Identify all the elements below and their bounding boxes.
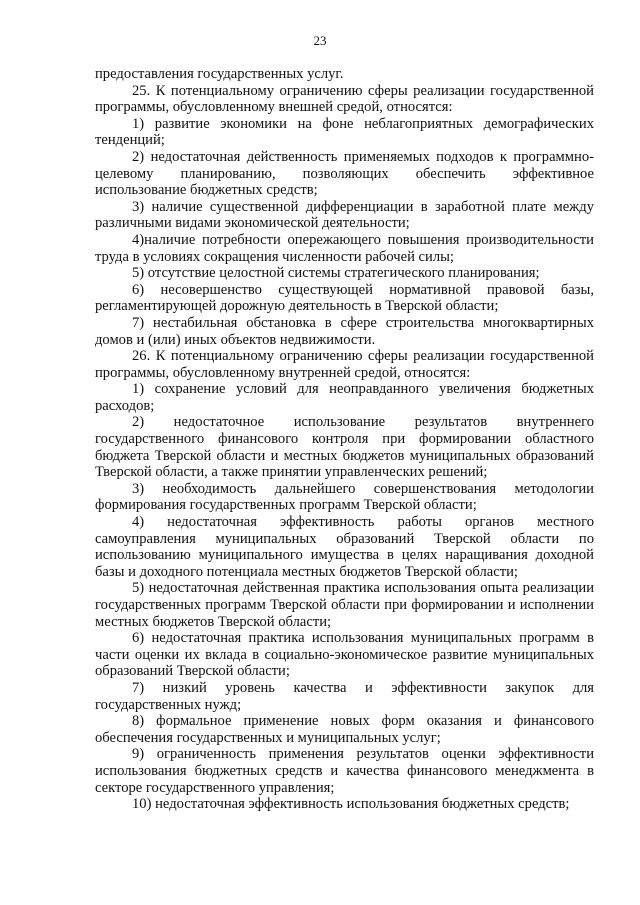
list-item: 4) недостаточная эффективность работы органов местного самоуправления муниципальных образований Тверской области по использованию муниципального имущества в целях наращивания доходной базы и доходного потенциала местных бюджетов Тверской области; (95, 514, 594, 580)
list-item: 3) необходимость дальнейшего совершенствования методологии формирования государственных программ Тверской области; (95, 480, 594, 514)
list-item: 10) недостаточная эффективность использования бюджетных средств; (132, 796, 570, 813)
list-item: 2) недостаточная действенность применяемых подходов к программно-целевому планированию, позволяющих обеспечить эффективное использование бюджетных средств; (95, 148, 594, 199)
page-number: 23 (313, 33, 327, 48)
list-item: 1) сохранение условий для неоправданного увеличения бюджетных расходов; (95, 381, 594, 414)
document-body (95, 66, 594, 813)
list-item: 7) нестабильная обстановка в сфере строительства многоквартирных домов и (или) иных объектов недвижимости. (95, 314, 594, 348)
list-item: 2) недостаточное использование результатов внутреннего государственного финансового контроля при формировании областного бюджета Тверской области и местных бюджетов муниципальных образований Тверской области, а также принятии управленческих решений; (95, 414, 594, 481)
list-item: 1) развитие экономики на фоне неблагоприятных демографических тенденций; (95, 115, 594, 149)
paragraph-item-26: 26. К потенциальному ограничению сферы реализации государственной программы, обусловленному внутренней средой, относятся: (95, 348, 594, 381)
paragraph-item-25: 25. К потенциальному ограничению сферы реализации государственной программы, обусловленному внешней средой, относятся: (95, 82, 594, 116)
list-item: 6) недостаточная практика использования муниципальных программ в части оценки их вклада в социально-экономическое развитие муниципальных образований Тверской области; (95, 630, 594, 680)
list-item: 4)наличие потребности опережающего повышения производительности труда в условиях сокращения численности рабочей силы; (95, 231, 594, 265)
list-item: 5) отсутствие целостной системы стратегического планирования; (132, 265, 540, 282)
list-item: 6) несовершенство существующей нормативной правовой базы, регламентирующей дорожную деятельность в Тверской области; (95, 281, 594, 315)
list-item: 7) низкий уровень качества и эффективности закупок для государственных нужд; (95, 679, 594, 713)
list-item: 3) наличие существенной дифференциации в заработной плате между различными видами экономической деятельности; (95, 198, 594, 232)
list-item: 9) ограниченность применения результатов оценки эффективности использования бюджетных средств и качества финансового менеджмента в секторе государственного управления; (95, 746, 594, 796)
list-item: 8) формальное применение новых форм оказания и финансового обеспечения государственных и муниципальных услуг; (95, 713, 594, 746)
paragraph-continuation: предоставления государственных услуг. (95, 66, 344, 82)
list-item: 5) недостаточная действенная практика использования опыта реализации государственных программ Тверской области при формировании и исполнении местных бюджетов Тверской области; (95, 580, 594, 630)
